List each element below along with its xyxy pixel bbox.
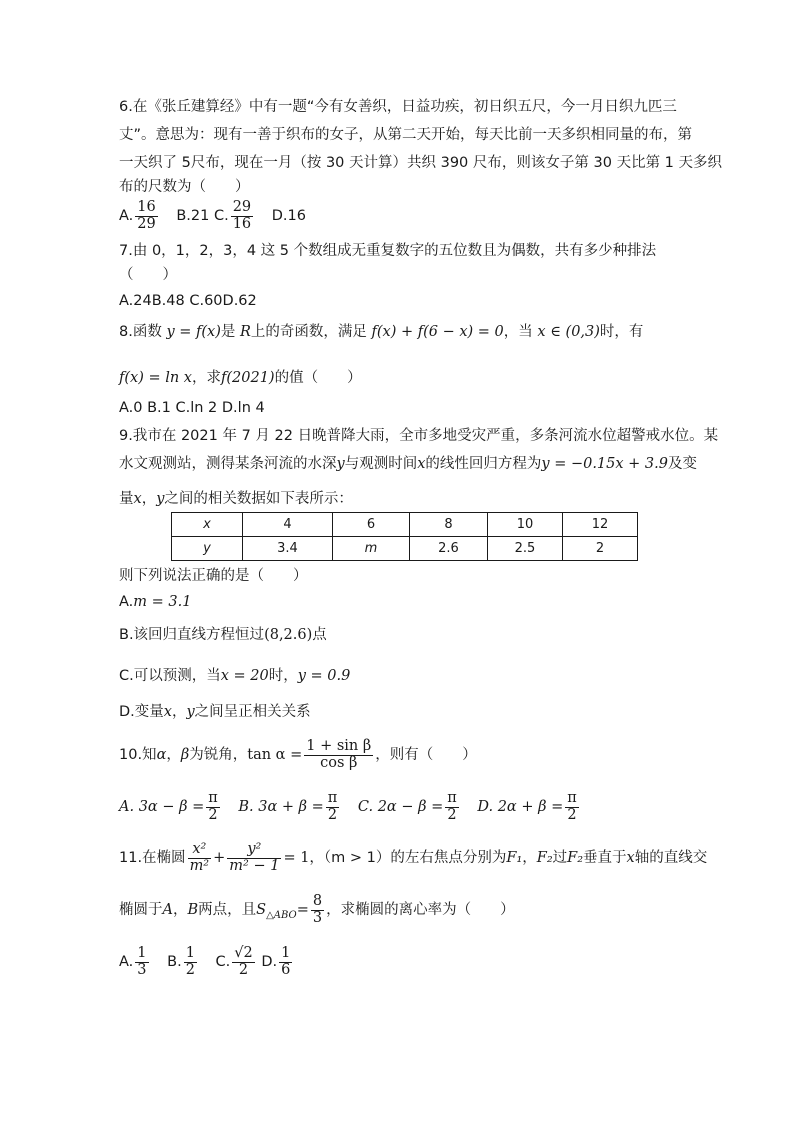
q6-option-c-fraction bbox=[231, 200, 253, 233]
q9-data-table bbox=[171, 512, 638, 561]
q9-option-d-x: x bbox=[163, 704, 172, 720]
q9-option-b-text: B.该回归直线方程恒过 bbox=[119, 627, 265, 643]
q11-area-sub: △ABO bbox=[266, 909, 297, 921]
q9-option-b-tail: 点 bbox=[312, 627, 327, 643]
q10-fraction-num: 1 + sin β bbox=[306, 737, 372, 754]
q10-option-a-frac bbox=[206, 791, 220, 824]
q11-perp: 垂直于 bbox=[583, 850, 627, 866]
q10-option-c-frac bbox=[445, 791, 459, 824]
q11-x-axis: x bbox=[626, 850, 635, 866]
table-cell: x bbox=[172, 513, 243, 537]
q11-option-c-num: √2 bbox=[234, 944, 253, 961]
q11-comma: ， bbox=[522, 850, 537, 866]
q6-options bbox=[119, 196, 306, 236]
q11-text-a: 椭圆于 bbox=[119, 902, 163, 918]
q10-suffix: ，则有（ ） bbox=[375, 747, 477, 763]
q9-option-c bbox=[119, 666, 350, 686]
q8-text-find: ，求 bbox=[192, 370, 221, 386]
q11-option-d-num: 1 bbox=[281, 944, 291, 961]
q9-option-b bbox=[119, 625, 327, 645]
q8-text-odd: 上的奇函数，满足 bbox=[250, 324, 367, 340]
q9-var-y-2: y bbox=[156, 491, 165, 507]
q9-text-a: 水文观测站，测得某条河流的水深 bbox=[119, 456, 337, 472]
q9-option-c-eq-y: y = 0.9 bbox=[297, 668, 351, 684]
table-cell: 12 bbox=[563, 513, 638, 537]
q10-pi: π bbox=[208, 789, 218, 806]
q11-option-d-frac bbox=[279, 946, 292, 979]
q9-text-d: 及变 bbox=[668, 456, 697, 472]
table-cell: 3.4 bbox=[243, 537, 333, 561]
q10-pi: π bbox=[567, 789, 577, 806]
q8-text-value: 的值（ ） bbox=[274, 370, 362, 386]
table-cell: 6 bbox=[333, 513, 410, 537]
q11-option-d-den: 6 bbox=[281, 961, 291, 978]
table-cell: y bbox=[172, 537, 243, 561]
q8-eq-y-fx: y = f(x) bbox=[166, 324, 221, 340]
q11-option-c: C. bbox=[215, 954, 231, 970]
q10-two: 2 bbox=[327, 806, 338, 823]
q9-var-x: x bbox=[417, 456, 426, 472]
q10-tan-alpha: tan α = bbox=[247, 747, 303, 763]
q10-prefix: 10.知 bbox=[119, 747, 157, 763]
q11-point-a: A bbox=[162, 902, 173, 918]
q6-option-c-den: 16 bbox=[232, 215, 252, 232]
q11-area-frac bbox=[311, 894, 324, 927]
q9-option-c-eq-x: x = 20 bbox=[220, 668, 269, 684]
q11-option-a: A. bbox=[119, 954, 134, 970]
q9-text-e: 量 bbox=[119, 491, 134, 507]
q8-prefix: 8.函数 bbox=[119, 324, 162, 340]
q6-line-4: 布的尺数为（ ） bbox=[119, 179, 250, 195]
q6-option-a-den: 29 bbox=[137, 215, 156, 232]
q11-f2: F₂ bbox=[536, 850, 553, 866]
q6-option-d: D.16 bbox=[271, 208, 306, 224]
q9-var-y: y bbox=[336, 456, 345, 472]
q9-option-a-eq: m = 3.1 bbox=[133, 594, 192, 610]
q6-option-b: B.21 bbox=[176, 208, 210, 224]
table-row bbox=[172, 513, 638, 537]
q11-option-a-den: 3 bbox=[137, 961, 147, 978]
q8-line-2 bbox=[119, 368, 362, 388]
table-cell: 4 bbox=[243, 513, 333, 537]
q11-option-a-frac bbox=[135, 946, 148, 979]
table-cell: m bbox=[333, 537, 410, 561]
q11-options bbox=[119, 942, 294, 982]
q9-text-b: 与观测时间 bbox=[344, 456, 418, 472]
q8-eq-ln: f(x) = ln x bbox=[119, 370, 192, 386]
q10-two: 2 bbox=[567, 806, 577, 823]
q6-option-a-num: 16 bbox=[137, 198, 156, 215]
q9-option-c-text: C.可以预测，当 bbox=[119, 668, 221, 684]
q11-area-num: 8 bbox=[312, 892, 323, 909]
q11-x-den: m² bbox=[189, 857, 210, 874]
q9-text-g: 之间的相关数据如下表所示： bbox=[164, 491, 353, 507]
q9-option-d-comma: ， bbox=[171, 704, 187, 720]
q11-eq-one: = 1 bbox=[283, 850, 310, 866]
q11-x-fraction bbox=[188, 842, 212, 875]
q11-y-den: m² − 1 bbox=[229, 857, 280, 874]
q11-prefix: 11.在椭圆 bbox=[119, 850, 186, 866]
q10-alpha: α bbox=[156, 747, 167, 763]
table-cell: 8 bbox=[410, 513, 488, 537]
q9-option-d-text: D.变量 bbox=[119, 704, 164, 720]
q11-plus: + bbox=[213, 850, 226, 866]
q10-pi: π bbox=[447, 789, 457, 806]
q8-text-have: 时，有 bbox=[599, 324, 644, 340]
q9-option-c-mid: 时， bbox=[268, 668, 298, 684]
q10-option-c: C. 2α − β = bbox=[357, 799, 444, 815]
q10-option-b: B. 3α + β = bbox=[238, 799, 324, 815]
table-cell: 2 bbox=[563, 537, 638, 561]
q6-line-2: 丈”。意思为：现有一善于织布的女子，从第二天开始，每天比前一天多织相同量的布，第 bbox=[119, 127, 693, 143]
table-cell: 2.5 bbox=[488, 537, 563, 561]
q9-option-d-y: y bbox=[186, 704, 195, 720]
q8-text-when: ，当 bbox=[503, 324, 533, 340]
q7-options: A.24B.48 C.60D.62 bbox=[119, 293, 257, 309]
q11-eq-sign: = bbox=[296, 902, 309, 918]
q11-text-b: ， bbox=[172, 902, 188, 918]
q8-text-is: 是 bbox=[220, 324, 236, 340]
q11-through: 过 bbox=[552, 850, 568, 866]
q10-fraction-den: cos β bbox=[320, 754, 358, 771]
q11-area-s: S bbox=[256, 902, 267, 918]
q11-option-a-num: 1 bbox=[137, 944, 147, 961]
table-cell: 2.6 bbox=[410, 537, 488, 561]
q6-line-1: 6.在《张丘建算经》中有一题“今有女善织，日益功疾，初日织五尺，今一月日织九匹三 bbox=[119, 99, 677, 115]
q8-eq-f2021: f(2021) bbox=[221, 370, 275, 386]
q10-stem bbox=[119, 733, 477, 777]
q11-f2-b: F₂ bbox=[567, 850, 584, 866]
q11-line-1 bbox=[119, 838, 707, 878]
q9-option-a-label: A. bbox=[119, 594, 134, 610]
q11-y-fraction bbox=[227, 842, 281, 875]
q6-line-3: 一天织了 5尺布，现在一月（按 30 天计算）共织 390 尺布，则该女子第 30 天比第 1 天多织 bbox=[119, 155, 723, 171]
q9-line-3 bbox=[119, 489, 353, 509]
q11-text-d: ，求椭圆的离心率为（ ） bbox=[326, 902, 515, 918]
q9-regression-eq: y = −0.15x + 3.9 bbox=[541, 456, 668, 472]
q8-set-r: R bbox=[239, 324, 251, 340]
q11-text-c: 两点，且 bbox=[198, 902, 257, 918]
q11-condition: ，（m > 1）的左右焦点分别为 bbox=[309, 850, 507, 866]
q11-option-b-num: 1 bbox=[185, 944, 195, 961]
q9-line-1: 9.我市在 2021 年 7 月 22 日晚普降大雨，全市多地受灾严重，多条河流水位超警戒水位。某 bbox=[119, 428, 719, 444]
q10-option-a: A. 3α − β = bbox=[119, 799, 205, 815]
q10-two: 2 bbox=[447, 806, 457, 823]
q10-beta: β bbox=[180, 747, 190, 763]
q11-area-den: 3 bbox=[312, 909, 323, 926]
q11-x-num: x² bbox=[188, 842, 212, 859]
q11-option-d: D. bbox=[261, 954, 278, 970]
q10-options bbox=[119, 787, 581, 827]
q7-line-2: （ ） bbox=[119, 267, 177, 283]
q11-f1: F₁ bbox=[506, 850, 523, 866]
q6-option-c-num: 29 bbox=[232, 198, 252, 215]
q11-option-b-frac bbox=[184, 946, 197, 979]
q8-line-1 bbox=[119, 322, 643, 342]
q8-eq-sum: f(x) + f(6 − x) = 0 bbox=[371, 324, 504, 340]
table-row bbox=[172, 537, 638, 561]
q9-option-a bbox=[119, 592, 191, 612]
q11-option-b: B. bbox=[167, 954, 182, 970]
q11-y-num: y² bbox=[227, 842, 281, 859]
q6-option-a-label: A. bbox=[119, 208, 134, 224]
q9-option-d bbox=[119, 702, 311, 722]
table-cell: 10 bbox=[488, 513, 563, 537]
q10-option-d: D. 2α + β = bbox=[477, 799, 564, 815]
q9-question: 则下列说法正确的是（ ） bbox=[119, 568, 308, 584]
q11-option-c-den: 2 bbox=[238, 961, 249, 978]
q11-tail: 轴的直线交 bbox=[634, 850, 708, 866]
q9-text-f: ， bbox=[141, 491, 157, 507]
q11-line-2 bbox=[119, 890, 515, 936]
q11-option-c-frac bbox=[232, 946, 254, 979]
q11-point-b: B bbox=[187, 902, 199, 918]
q10-fraction bbox=[304, 739, 373, 772]
q10-comma: ， bbox=[166, 747, 181, 763]
q6-option-c-label: C. bbox=[213, 208, 229, 224]
q7-line-1: 7.由 0，1，2，3，4 这 5 个数组成无重复数字的五位数且为偶数，共有多少种排法 bbox=[119, 243, 657, 259]
q10-option-b-frac bbox=[326, 791, 340, 824]
q9-line-2 bbox=[119, 454, 697, 474]
q8-options: A.0 B.1 C.ln 2 D.ln 4 bbox=[119, 400, 265, 416]
q9-text-c: 的线性回归方程为 bbox=[425, 456, 542, 472]
q10-two: 2 bbox=[208, 806, 218, 823]
q10-option-d-frac bbox=[565, 791, 579, 824]
q10-text-acute: 为锐角， bbox=[189, 747, 248, 763]
q9-var-x-2: x bbox=[133, 491, 142, 507]
q6-option-a-fraction bbox=[135, 200, 157, 233]
q9-option-d-tail: 之间呈正相关关系 bbox=[194, 704, 311, 720]
q8-eq-domain: x ∈ (0,3) bbox=[537, 324, 600, 340]
q9-option-b-point: (8,2.6) bbox=[264, 627, 313, 643]
q11-option-b-den: 2 bbox=[185, 961, 195, 978]
q10-pi: π bbox=[327, 789, 338, 806]
